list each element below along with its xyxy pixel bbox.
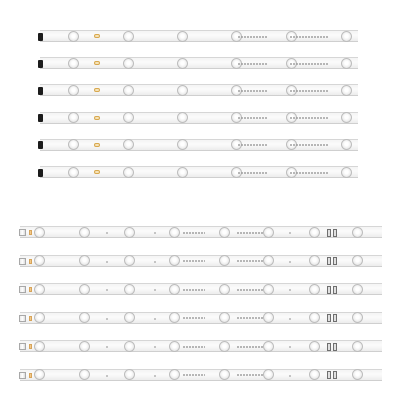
led-lens-icon [177,85,188,96]
led-lens-icon [219,341,230,352]
wire-loop-icon [94,88,100,92]
led-lens-icon [177,112,188,123]
white-connector-icon [19,258,26,265]
led-strip [20,340,382,352]
led-lens-icon [341,112,352,123]
led-lens-icon [263,312,274,323]
connector-clip-icon [333,371,337,379]
connector-clip-icon [327,343,331,351]
led-lens-icon [263,227,274,238]
solder-dot [106,261,108,263]
led-lens-icon [124,312,135,323]
led-lens-icon [169,255,180,266]
led-lens-icon [309,312,320,323]
led-lens-icon [341,58,352,69]
led-lens-icon [34,255,45,266]
connector-clip-icon [327,257,331,265]
led-lens-icon [341,31,352,42]
printed-marking [290,117,328,119]
connector-clip-icon [333,229,337,237]
wire-loop-icon [94,61,100,65]
connector-clip-icon [327,371,331,379]
solder-dot [106,346,108,348]
solder-dot [154,261,156,263]
led-lens-icon [352,312,363,323]
solder-dot [289,289,291,291]
printed-marking [290,144,328,146]
printed-marking [290,36,328,38]
led-lens-icon [68,167,79,178]
led-lens-icon [124,255,135,266]
led-lens-icon [34,227,45,238]
connector-clip-icon [333,257,337,265]
led-lens-icon [341,167,352,178]
solder-dot [289,375,291,377]
printed-marking [183,232,205,234]
led-lens-icon [219,312,230,323]
solder-dot [106,318,108,320]
led-lens-icon [123,58,134,69]
led-lens-icon [219,227,230,238]
led-lens-icon [68,112,79,123]
led-strip [40,84,358,96]
white-connector-icon [19,315,26,322]
solder-dot [289,318,291,320]
led-lens-icon [123,167,134,178]
led-lens-icon [352,255,363,266]
led-lens-icon [309,341,320,352]
solder-dot [106,375,108,377]
printed-marking [238,90,268,92]
led-lens-icon [124,341,135,352]
printed-marking [237,289,263,291]
led-lens-icon [352,341,363,352]
led-lens-icon [123,139,134,150]
connector-clip-icon [333,343,337,351]
printed-marking [237,260,263,262]
connector-clip-icon [327,314,331,322]
solder-dot [154,346,156,348]
led-strip [40,57,358,69]
led-lens-icon [123,112,134,123]
led-lens-icon [79,369,90,380]
led-strip [20,369,382,381]
led-lens-icon [68,85,79,96]
printed-marking [238,63,268,65]
led-lens-icon [68,139,79,150]
wire-loop-icon [94,34,100,38]
solder-dot [154,289,156,291]
led-lens-icon [309,227,320,238]
led-lens-icon [169,341,180,352]
led-lens-icon [341,139,352,150]
white-connector-icon [19,229,26,236]
led-lens-icon [263,369,274,380]
solder-dot [154,375,156,377]
solder-dot [289,261,291,263]
led-lens-icon [124,227,135,238]
wire-loop-icon [94,143,100,147]
printed-marking [290,63,328,65]
printed-marking [183,374,205,376]
connector-clip-icon [327,286,331,294]
led-lens-icon [169,284,180,295]
led-lens-icon [352,227,363,238]
led-strip [40,112,358,124]
printed-marking [183,260,205,262]
printed-marking [183,346,205,348]
printed-marking [237,346,263,348]
led-lens-icon [169,227,180,238]
led-lens-icon [79,341,90,352]
led-lens-icon [309,284,320,295]
wire-loop-icon [94,170,100,174]
led-strip [20,226,382,238]
led-lens-icon [34,312,45,323]
led-strip [40,30,358,42]
led-lens-icon [177,139,188,150]
printed-marking [290,172,328,174]
led-lens-icon [263,284,274,295]
led-lens-icon [177,31,188,42]
led-lens-icon [34,369,45,380]
led-lens-icon [219,284,230,295]
led-lens-icon [177,58,188,69]
solder-dot [289,232,291,234]
connector-clip-icon [327,229,331,237]
printed-marking [238,36,268,38]
led-lens-icon [352,369,363,380]
led-lens-icon [79,284,90,295]
led-strip [20,312,382,324]
led-lens-icon [309,255,320,266]
solder-dot [154,318,156,320]
led-lens-icon [177,167,188,178]
led-strip [20,255,382,267]
led-lens-icon [34,341,45,352]
white-connector-icon [19,372,26,379]
printed-marking [183,289,205,291]
led-strip [20,283,382,295]
led-lens-icon [123,85,134,96]
wire-loop-icon [94,116,100,120]
connector-clip-icon [333,286,337,294]
led-lens-icon [34,284,45,295]
led-lens-icon [124,284,135,295]
led-lens-icon [263,341,274,352]
printed-marking [290,90,328,92]
led-lens-icon [309,369,320,380]
led-lens-icon [219,369,230,380]
printed-marking [238,117,268,119]
led-lens-icon [169,312,180,323]
solder-dot [106,232,108,234]
led-strip [40,139,358,151]
led-lens-icon [123,31,134,42]
printed-marking [237,374,263,376]
led-lens-icon [68,58,79,69]
printed-marking [237,317,263,319]
led-lens-icon [79,255,90,266]
led-lens-icon [219,255,230,266]
solder-dot [106,289,108,291]
printed-marking [183,317,205,319]
led-lens-icon [352,284,363,295]
connector-clip-icon [333,314,337,322]
led-strip [40,166,358,178]
led-lens-icon [79,312,90,323]
white-connector-icon [19,343,26,350]
led-lens-icon [263,255,274,266]
printed-marking [238,172,268,174]
solder-dot [289,346,291,348]
printed-marking [238,144,268,146]
led-lens-icon [124,369,135,380]
solder-dot [154,232,156,234]
led-lens-icon [341,85,352,96]
led-lens-icon [79,227,90,238]
printed-marking [237,232,263,234]
led-lens-icon [169,369,180,380]
led-lens-icon [68,31,79,42]
white-connector-icon [19,286,26,293]
